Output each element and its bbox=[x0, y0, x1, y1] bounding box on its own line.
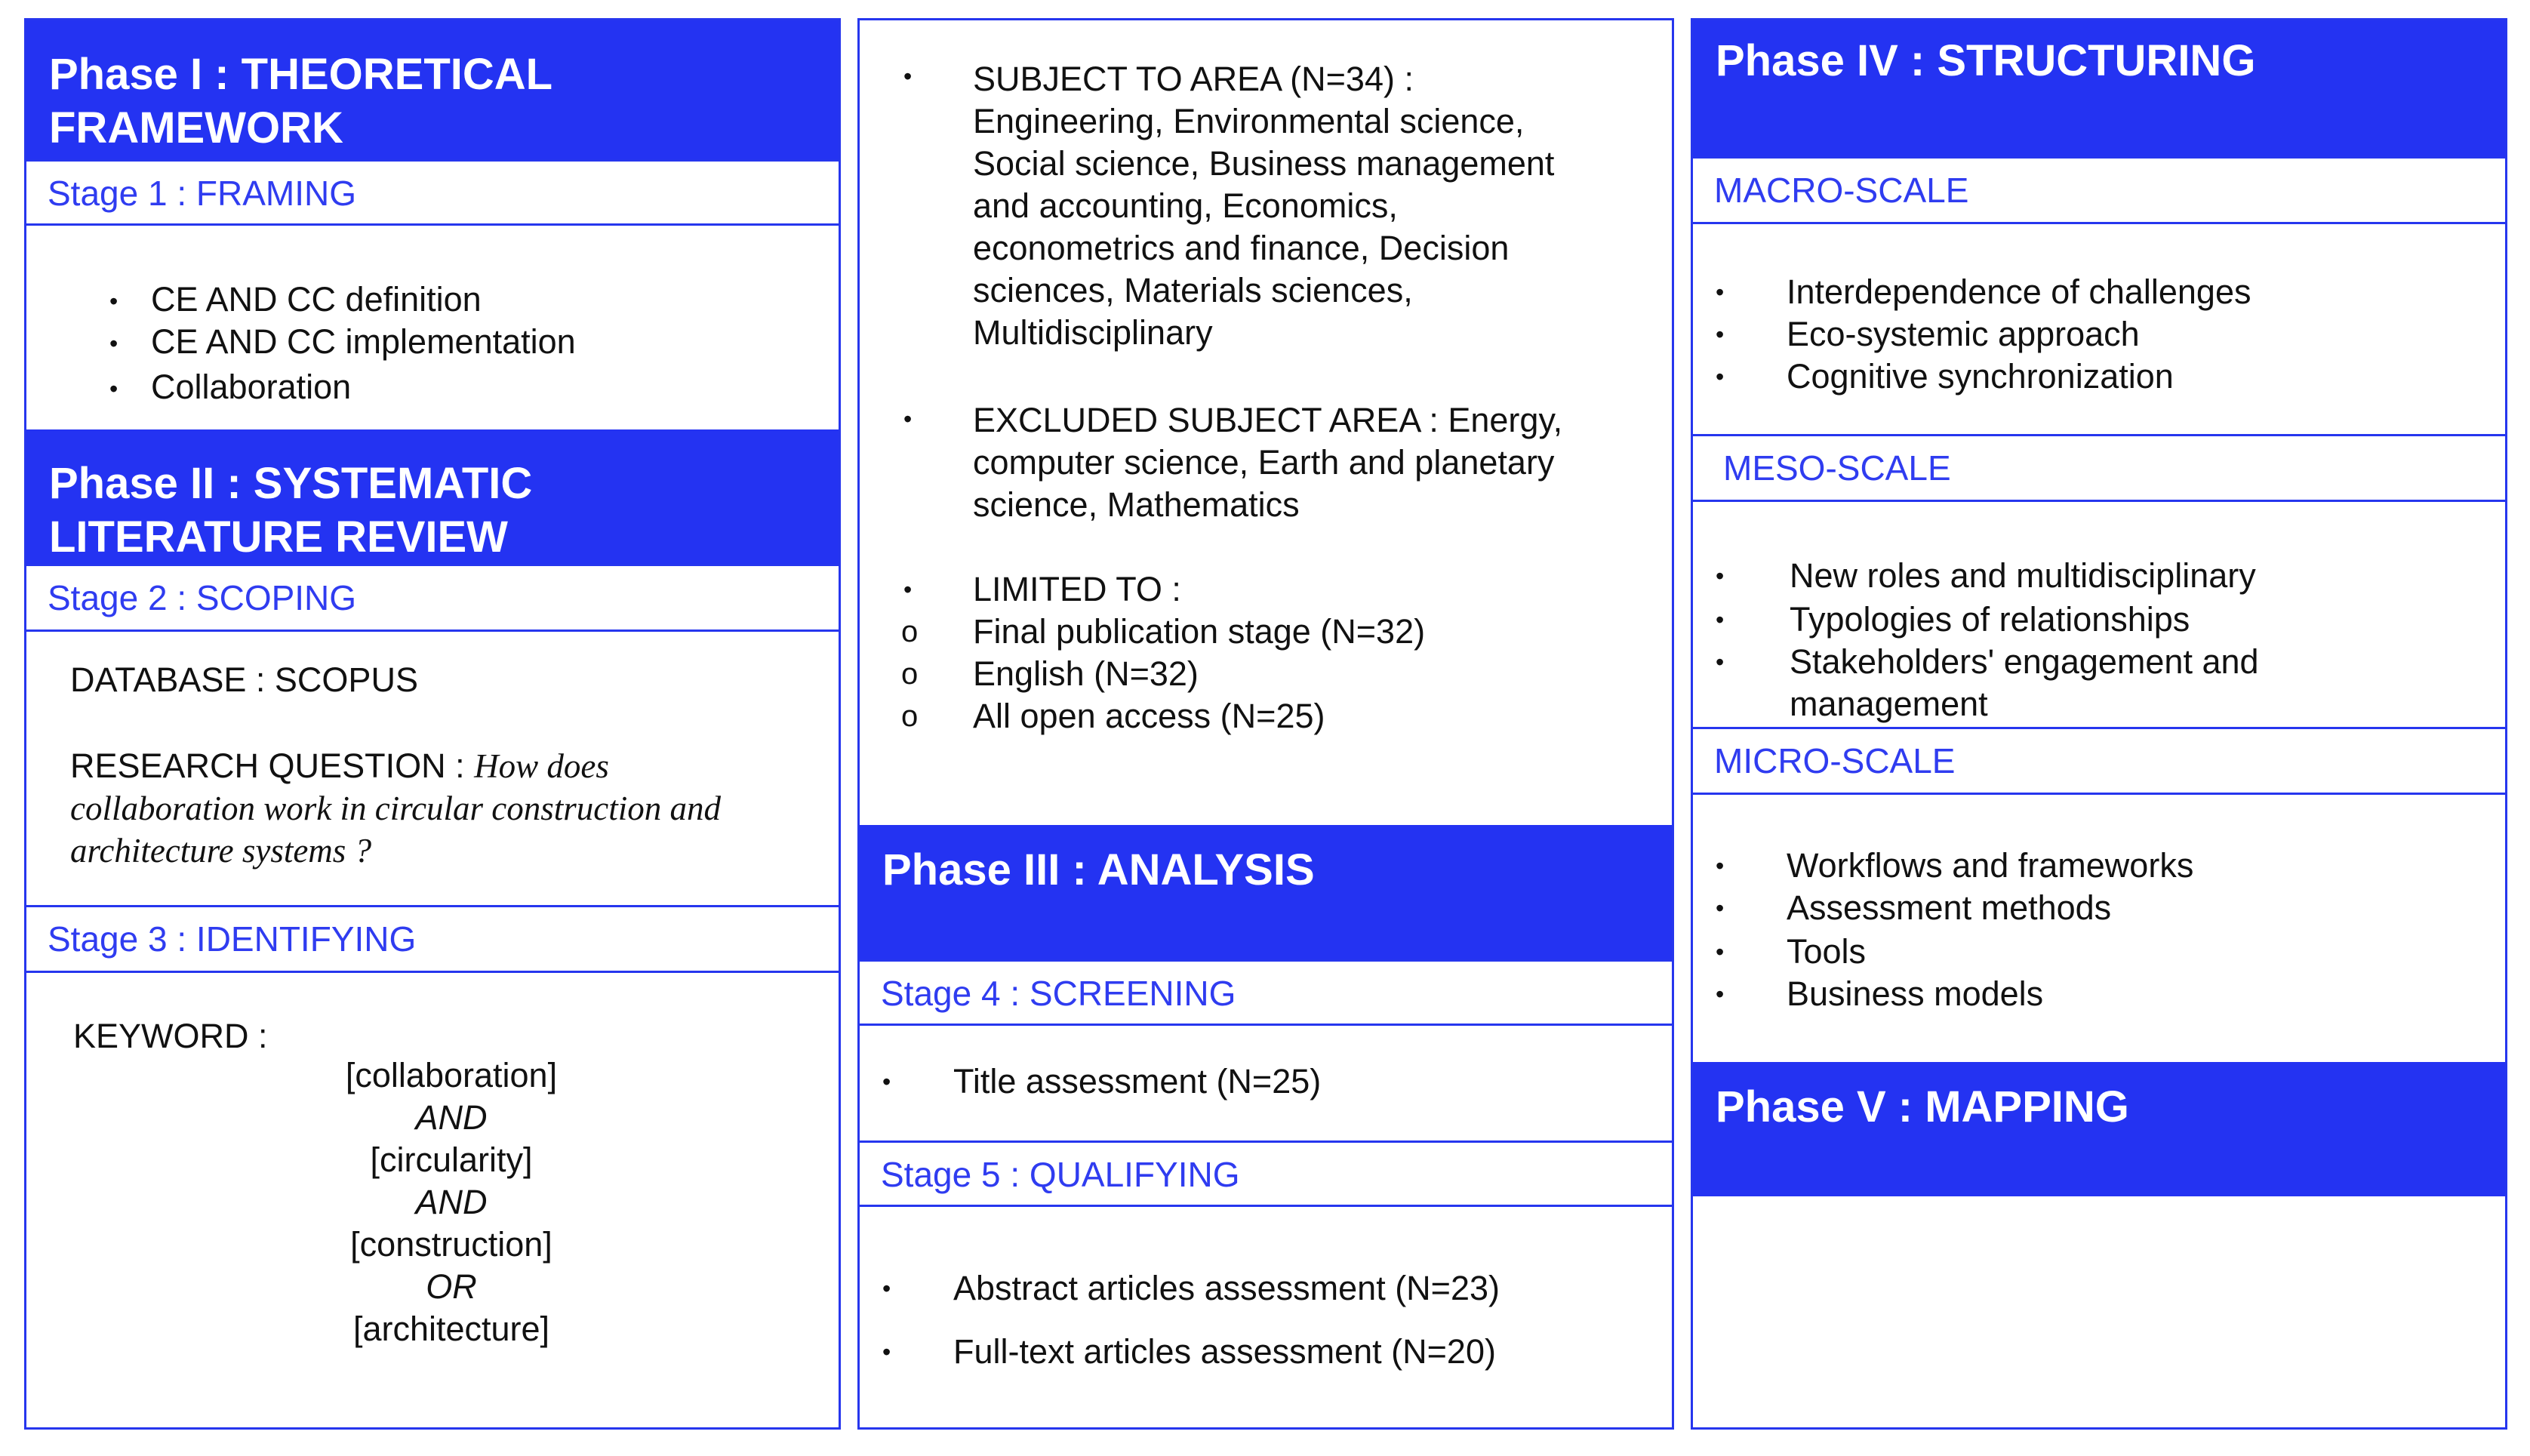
rq-text-3: architecture systems ? bbox=[70, 832, 372, 870]
micro-item: Workflows and frameworks bbox=[1787, 846, 2194, 885]
meso-scale-header: MESO-SCALE bbox=[1693, 434, 2505, 502]
bullet: • bbox=[903, 405, 913, 432]
meso-item: Typologies of relationships bbox=[1790, 600, 2190, 639]
excluded-line: computer science, Earth and planetary bbox=[973, 443, 1555, 482]
keyword-label: KEYWORD : bbox=[73, 1017, 268, 1055]
qualifying-item: Full-text articles assessment (N=20) bbox=[953, 1332, 1496, 1371]
rq-text-2: collaboration work in circular construction and bbox=[70, 790, 722, 827]
limited-item: All open access (N=25) bbox=[973, 697, 1325, 735]
list-item: Collaboration bbox=[151, 368, 352, 406]
stage-5-header: Stage 5 : QUALIFYING bbox=[860, 1140, 1672, 1207]
subject-line: sciences, Materials sciences, bbox=[973, 271, 1413, 309]
phase-2-title-line2: LITERATURE REVIEW bbox=[49, 513, 508, 562]
macro-item: Cognitive synchronization bbox=[1787, 357, 2174, 396]
micro-scale-header: MICRO-SCALE bbox=[1693, 727, 2505, 795]
stage-3-header: Stage 3 : IDENTIFYING bbox=[26, 905, 839, 973]
micro-item: Assessment methods bbox=[1787, 888, 2112, 927]
bullet: • bbox=[109, 330, 118, 357]
subject-line: Engineering, Environmental science, bbox=[973, 102, 1525, 140]
meso-item: New roles and multidisciplinary bbox=[1790, 556, 2256, 595]
database-sep: : bbox=[246, 660, 275, 699]
database-line bbox=[70, 659, 418, 701]
bullet: • bbox=[1716, 363, 1725, 390]
meso-item: Stakeholders' engagement and bbox=[1790, 642, 2259, 681]
stage-5-content bbox=[860, 1207, 1672, 1427]
excluded-area-list bbox=[973, 399, 1652, 526]
column-analysis bbox=[857, 18, 1674, 1430]
stage-4-content bbox=[860, 1026, 1672, 1140]
phase-2-title-line1: Phase II : SYSTEMATIC bbox=[49, 459, 533, 508]
stage-1-content bbox=[26, 226, 839, 429]
micro-item: Tools bbox=[1787, 932, 1867, 971]
bullet: • bbox=[1716, 321, 1725, 348]
stage-1-header: Stage 1 : FRAMING bbox=[26, 159, 839, 226]
keyword-operator: AND bbox=[415, 1183, 488, 1221]
macro-item: Interdependence of challenges bbox=[1787, 272, 2251, 311]
stage-2-header: Stage 2 : SCOPING bbox=[26, 564, 839, 632]
phase-4-header: Phase IV : STRUCTURING bbox=[1693, 20, 2505, 156]
phase-1-header bbox=[26, 20, 839, 159]
rq-text-1: How does bbox=[474, 747, 609, 785]
micro-scale-content bbox=[1693, 795, 2505, 1062]
micro-item: Business models bbox=[1787, 974, 2044, 1013]
phase-1-title-line1: Phase I : THEORETICAL bbox=[49, 50, 553, 99]
database-label: DATABASE bbox=[70, 660, 247, 699]
subject-line: Multidisciplinary bbox=[973, 313, 1213, 352]
bullet: • bbox=[1716, 606, 1725, 633]
bullet: • bbox=[882, 1275, 891, 1302]
phase-3-header: Phase III : ANALYSIS bbox=[860, 825, 1672, 959]
keyword-term: [architecture] bbox=[352, 1310, 550, 1348]
list-item: CE AND CC implementation bbox=[151, 322, 576, 361]
limited-label: LIMITED TO : bbox=[973, 570, 1181, 608]
subject-line: Social science, Business management bbox=[973, 144, 1555, 183]
bullet: • bbox=[1716, 562, 1725, 589]
meso-scale-content bbox=[1693, 502, 2505, 727]
limited-item: English (N=32) bbox=[973, 654, 1199, 693]
stage-3-content bbox=[26, 973, 839, 1427]
bullet: • bbox=[109, 288, 118, 315]
phase-2-header bbox=[26, 429, 839, 564]
macro-scale-content bbox=[1693, 224, 2505, 434]
research-question bbox=[70, 745, 817, 872]
scoping-criteria bbox=[860, 20, 1672, 825]
subject-line: SUBJECT TO AREA (N=34) : bbox=[973, 60, 1414, 98]
subject-area-list bbox=[973, 58, 1652, 354]
bullet: • bbox=[903, 63, 913, 90]
keyword-operator: OR bbox=[426, 1267, 477, 1306]
phase-5-header: Phase V : MAPPING bbox=[1693, 1062, 2505, 1196]
column-structuring-mapping bbox=[1691, 18, 2507, 1430]
bullet: • bbox=[1716, 852, 1725, 879]
stage-2-content bbox=[26, 632, 839, 905]
subject-line: and accounting, Economics, bbox=[973, 186, 1398, 225]
bullet: • bbox=[1716, 648, 1725, 676]
list-item: CE AND CC definition bbox=[151, 280, 482, 319]
rq-label: RESEARCH QUESTION bbox=[70, 746, 446, 785]
keyword-term: [circularity] bbox=[370, 1140, 533, 1179]
bullet: • bbox=[903, 576, 913, 603]
qualifying-item: Abstract articles assessment (N=23) bbox=[953, 1269, 1500, 1307]
circle-bullet: o bbox=[901, 615, 919, 648]
macro-scale-header: MACRO-SCALE bbox=[1693, 156, 2505, 224]
limited-item: Final publication stage (N=32) bbox=[973, 612, 1426, 651]
bullet: • bbox=[109, 375, 118, 402]
screening-item: Title assessment (N=25) bbox=[953, 1062, 1322, 1100]
rq-sep: : bbox=[445, 746, 475, 785]
subject-line: econometrics and finance, Decision bbox=[973, 229, 1510, 267]
stage-4-header: Stage 4 : SCREENING bbox=[860, 959, 1672, 1026]
circle-bullet: o bbox=[901, 657, 919, 691]
bullet: • bbox=[1716, 980, 1725, 1008]
bullet: • bbox=[1716, 938, 1725, 965]
bullet: • bbox=[882, 1068, 891, 1095]
excluded-line: EXCLUDED SUBJECT AREA : Energy, bbox=[973, 401, 1563, 439]
phase-1-title-line2: FRAMEWORK bbox=[49, 103, 343, 152]
macro-item: Eco-systemic approach bbox=[1787, 315, 2140, 353]
keyword-operator: AND bbox=[415, 1098, 488, 1137]
keyword-term: [collaboration] bbox=[345, 1056, 558, 1094]
meso-item-continued: management bbox=[1790, 685, 1988, 723]
column-theory-review bbox=[24, 18, 841, 1430]
bullet: • bbox=[1716, 894, 1725, 922]
bullet: • bbox=[1716, 279, 1725, 306]
database-value: SCOPUS bbox=[274, 660, 418, 699]
circle-bullet: o bbox=[901, 700, 919, 733]
excluded-line: science, Mathematics bbox=[973, 485, 1300, 524]
bullet: • bbox=[882, 1338, 891, 1365]
keyword-term: [construction] bbox=[350, 1225, 552, 1264]
